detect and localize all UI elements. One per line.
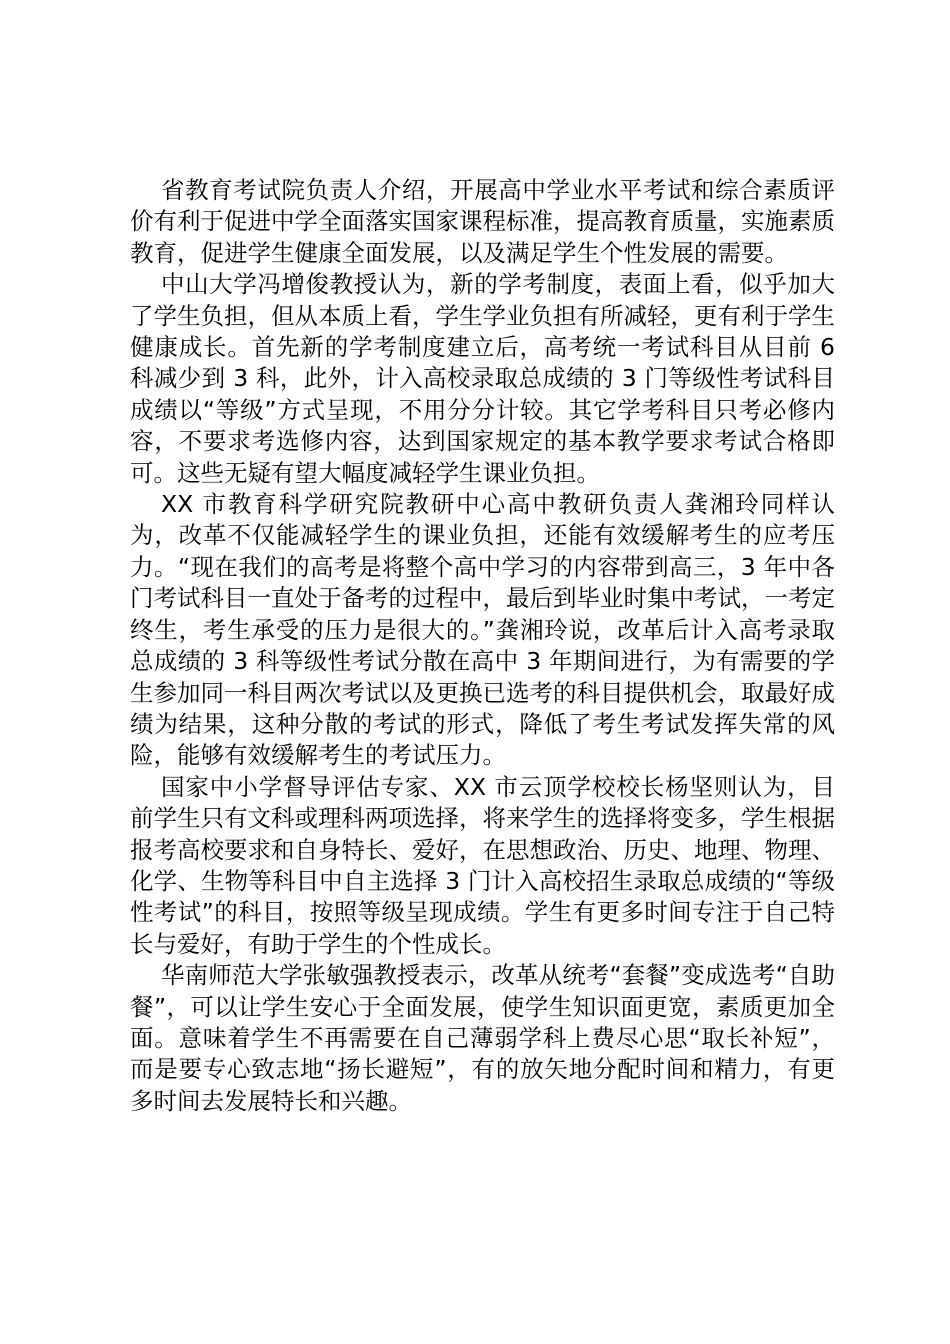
paragraph-exam-institute: 省教育考试院负责人介绍，开展高中学业水平考试和综合素质评价有利于促进中学全面落实国家课程标准，提高教育质量，实施素质教育，促进学生健康全面发展，以及满足学生个性发展的需要。 <box>130 176 835 267</box>
paragraph-gong-xiangling: XX 市教育科学研究院教研中心高中教研负责人龚湘玲同样认为，改革不仅能减轻学生的课业负担，还能有效缓解考生的应考压力。“现在我们的高考是将整个高中学习的内容带到高三，3 年中各门考试科目一直处于备考的过程中，最后到毕业时集中考试，一考定终生，考生承受的压力是很大的。”龚湘玲说，改革后计入高考录取总成绩的 3 科等级性考试分散在高中 3 年期间进行，为有需要的学生参加同一科目两次考试以及更换已选考的科目提供机会，取最好成绩为结果，这种分散的考试的形式，降低了考生考试发挥失常的风险，能够有效缓解考生的考试压力。 <box>130 490 835 770</box>
paragraph-yang-jian: 国家中小学督导评估专家、XX 市云顶学校校长杨坚则认为，目前学生只有文科或理科两项选择，将来学生的选择将变多，学生根据报考高校要求和自身特长、爱好，在思想政治、历史、地理、物理、化学、生物等科目中自主选择 3 门计入高校招生录取总成绩的“等级性考试”的科目，按照等级呈现成绩。学生有更多时间专注于自己特长与爱好，有助于学生的个性成长。 <box>130 772 835 958</box>
paragraph-feng-zengjun: 中山大学冯增俊教授认为，新的学考制度，表面上看，似乎加大了学生负担，但从本质上看，学生学业负担有所减轻，更有利于学生健康成长。首先新的学考制度建立后，高考统一考试科目从目前 6 科减少到 3 科，此外，计入高校录取总成绩的 3 门等级性考试科目成绩以“等级”方式呈现，不用分分计较。其它学考科目只考必修内容，不要求考选修内容，达到国家规定的基本教学要求考试合格即可。这些无疑有望大幅度减轻学生课业负担。 <box>130 270 835 487</box>
paragraph-zhang-minqiang: 华南师范大学张敏强教授表示，改革从统考“套餐”变成选考“自助餐”，可以让学生安心于全面发展，使学生知识面更宽，素质更加全面。意味着学生不再需要在自己薄弱学科上费尽心思“取长补短”，而是要专心致志地“扬长避短”，有的放矢地分配时间和精力，有更多时间去发展特长和兴趣。 <box>130 961 835 1115</box>
document-body <box>130 175 835 1117</box>
